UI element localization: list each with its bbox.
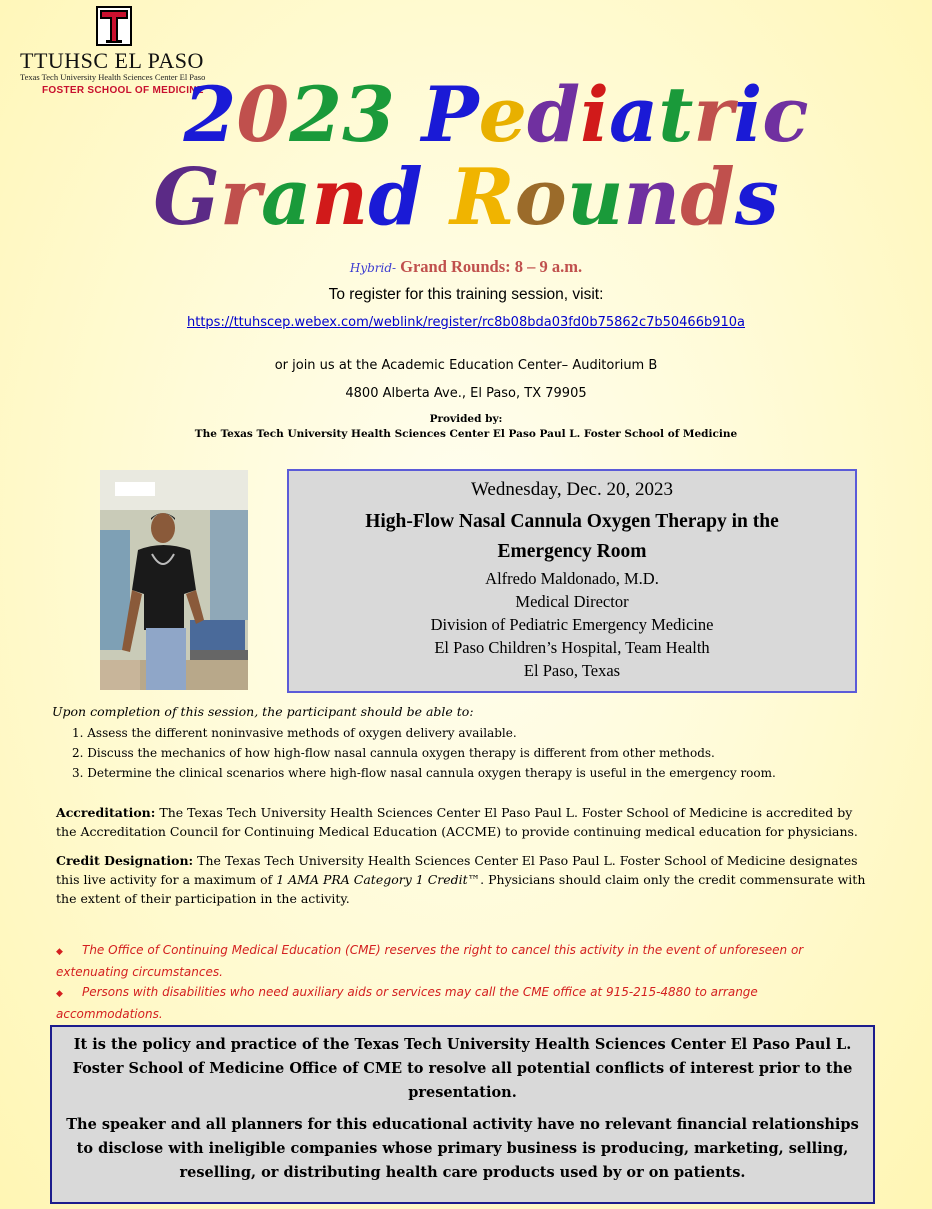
provided-by-label: Provided by:	[429, 413, 503, 425]
title-letter: G	[153, 152, 220, 243]
credit-text-2: . Physicians should claim only the credit commensurate with the extent of their participation in the activity.	[56, 872, 866, 906]
speaker-division: Division of Pediatric Emergency Medicine	[430, 615, 714, 634]
logo-school: FOSTER SCHOOL OF MEDICINE	[42, 85, 204, 96]
speaker-hospital: El Paso Children’s Hospital, Team Health	[434, 638, 710, 657]
join-location-text: or join us at the Academic Education Center– Auditorium B	[274, 358, 658, 373]
address-text: 4800 Alberta Ave., El Paso, TX 79905	[345, 386, 587, 401]
title-letter: a	[261, 152, 312, 243]
title-letter: d	[368, 152, 423, 243]
session-title: High-Flow Nasal Cannula Oxygen Therapy in the Emergency Room	[365, 511, 779, 562]
objectives-list	[72, 723, 776, 783]
policy-paragraph-2: The speaker and all planners for this educational activity have no relevant financial relationships to disclose with ineligible companies whose primary business is producing, marketing, selling, reselling, or distributing health care products used by or on patients.	[66, 1116, 859, 1181]
accreditation-statement	[56, 803, 876, 841]
register-text: To register for this training session, visit:	[328, 286, 604, 303]
title-letter: n	[623, 152, 681, 243]
register-link[interactable]: https://ttuhscep.webex.com/weblink/register/rc8b08bda03fd0b75862c7b50466b910a	[186, 315, 745, 330]
grand-rounds-time: Grand Rounds: 8 – 9 a.m.	[400, 257, 583, 276]
title-letter: r	[693, 70, 734, 159]
title-letter: 2	[289, 70, 343, 159]
conflict-policy-box	[50, 1025, 875, 1204]
credit-designation-label: Credit Designation:	[56, 853, 194, 868]
session-date: Wednesday, Dec. 20, 2023	[471, 479, 673, 500]
title-letter	[423, 152, 450, 243]
title-letter: 0	[236, 70, 290, 159]
policy-paragraph-1: It is the policy and practice of the Texas Tech University Health Sciences Center El Paso Paul L. Foster School of Medicine Office of CME to resolve all potential conflicts of interest prior to the presentation.	[72, 1036, 853, 1101]
title-letter: d	[526, 70, 581, 159]
hybrid-label: Hybrid-	[349, 261, 397, 275]
speaker-name: Alfredo Maldonado, M.D.	[485, 569, 659, 588]
hybrid-grand-rounds-line	[0, 257, 932, 277]
objective-item: 2. Discuss the mechanics of how high-flow nasal cannula oxygen therapy is different from other methods.	[72, 746, 715, 760]
credit-name: 1 AMA PRA Category 1 Credit™	[276, 872, 481, 887]
title-letter: r	[219, 152, 261, 243]
title-letter: c	[762, 70, 809, 159]
objectives-intro: Upon completion of this session, the participant should be able to:	[52, 704, 474, 719]
accreditation-label: Accreditation:	[56, 805, 156, 820]
title-letter: t	[658, 70, 694, 159]
provider-name: The Texas Tech University Health Sciences Center El Paso Paul L. Foster School of Medicine	[194, 428, 738, 440]
cancellation-text: The Office of Continuing Medical Education (CME) reserves the right to cancel this activity in the event of unforeseen or extenuating circumstances.	[56, 943, 804, 979]
disability-notice	[56, 982, 866, 1024]
bullet-icon: ◆	[56, 989, 63, 999]
title-letter: u	[566, 152, 624, 243]
accreditation-text: The Texas Tech University Health Sciences Center El Paso Paul L. Foster School of Medicine is accredited by the Accreditation Council for Continuing Medical Education (ACCME) to provide continuing medical education for physicians.	[56, 805, 858, 839]
session-info-box	[287, 469, 857, 693]
logo-name: TTUHSC EL PASO	[20, 48, 204, 73]
disability-text: Persons with disabilities who need auxiliary aids or services may call the CME office at 915-215-4880 to arrange accommodations.	[56, 985, 758, 1021]
logo-subtitle: Texas Tech University Health Sciences Center El Paso	[20, 72, 206, 82]
objective-item: 3. Determine the clinical scenarios where high-flow nasal cannula oxygen therapy is useful in the emergency room.	[72, 766, 776, 780]
title-letter: 3	[342, 70, 395, 159]
title-letter: R	[449, 152, 515, 243]
title-letter: P	[421, 70, 479, 159]
title-letter	[395, 70, 421, 159]
credit-text-1: The Texas Tech University Health Sciences Center El Paso Paul L. Foster School of Medicine designates this live activity for a maximum of	[56, 853, 858, 887]
title-letter: 2	[183, 70, 237, 159]
title-letter: d	[680, 152, 735, 243]
title-letter: s	[734, 152, 779, 243]
title-letter: o	[514, 152, 567, 243]
title-letter: n	[311, 152, 369, 243]
credit-designation-statement	[56, 851, 876, 908]
title-letter: i	[580, 70, 609, 159]
title-letter: i	[733, 70, 763, 159]
title-letter: e	[478, 70, 527, 159]
speaker-location: El Paso, Texas	[523, 661, 621, 680]
title-line-1	[0, 70, 932, 159]
speaker-role: Medical Director	[515, 592, 629, 611]
double-t-logo-icon	[96, 6, 132, 46]
title-letter: a	[609, 70, 659, 159]
cancellation-notice	[56, 940, 866, 982]
speaker-photo	[100, 470, 248, 690]
objective-item: 1. Assess the different noninvasive methods of oxygen delivery available.	[72, 726, 517, 740]
bullet-icon: ◆	[56, 947, 63, 957]
title-line-2	[0, 152, 932, 243]
